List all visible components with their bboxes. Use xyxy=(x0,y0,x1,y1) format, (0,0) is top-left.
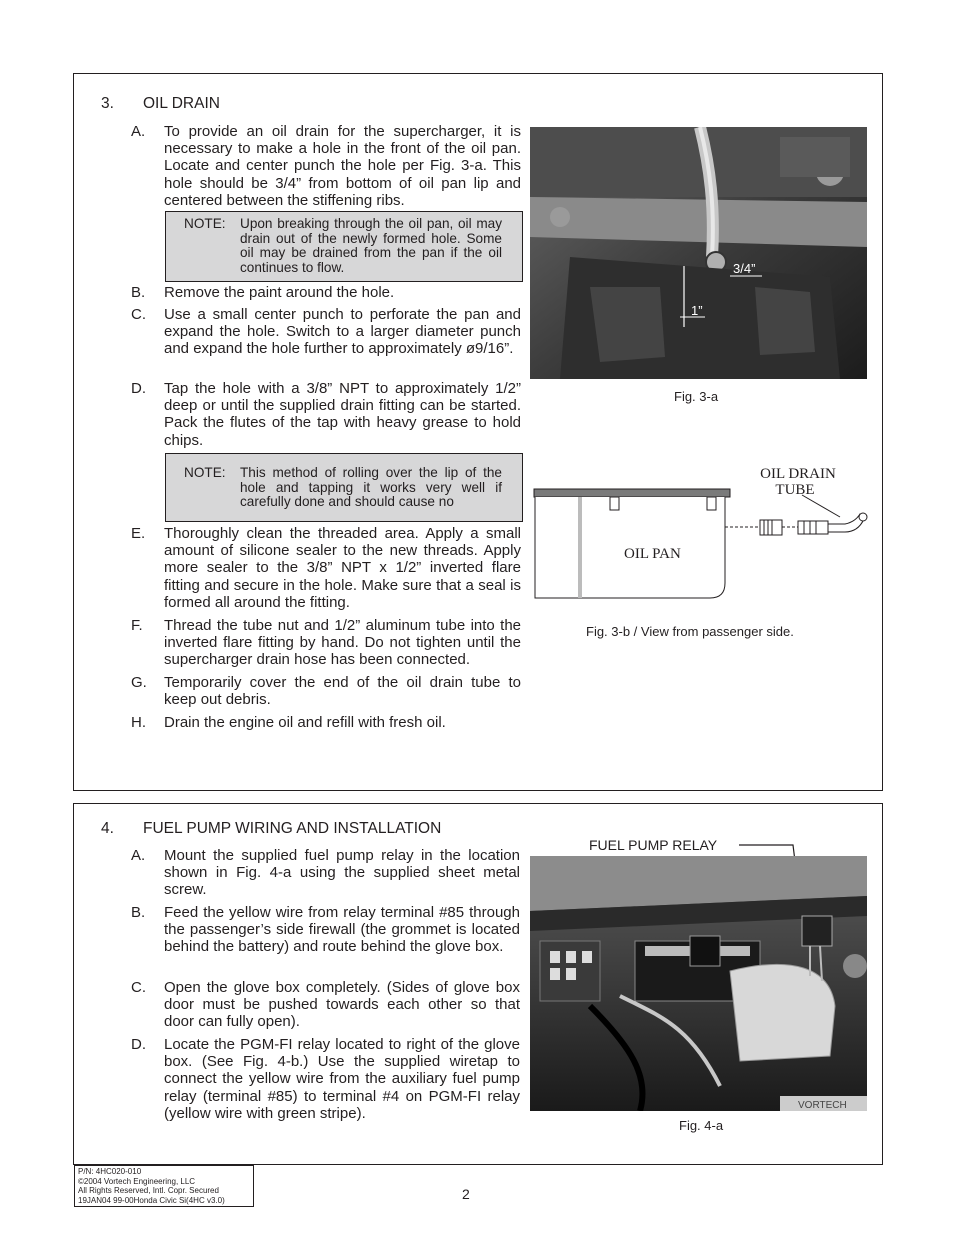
step-letter: D. xyxy=(131,380,146,397)
step-text: Use a small center punch to perforate the pan and expand the hole. Switch to a larger diameter punch and expand the hole further to approximately ø9/16”. xyxy=(164,306,521,358)
step-text: Thread the tube nut and 1/2” aluminum tube into the inverted flare fitting by hand. Do not tighten until the supercharger drain hose has been connected. xyxy=(164,617,521,669)
step-letter: C. xyxy=(131,306,146,323)
oil-drain-tube-label-line2: TUBE xyxy=(775,482,815,498)
fig-3b-caption: Fig. 3-b / View from passenger side. xyxy=(586,624,794,639)
fig-4a-engine-bay-photo xyxy=(530,856,867,1111)
step-letter: B. xyxy=(131,904,146,921)
page-number: 2 xyxy=(462,1186,470,1202)
note-label: NOTE: xyxy=(184,465,226,480)
section-number: 3. xyxy=(101,95,114,112)
vortech-stamp-text: VORTECH xyxy=(798,1100,847,1111)
footer-line-part-number: P/N: 4HC020-010 xyxy=(78,1167,142,1176)
step-letter: G. xyxy=(131,674,147,691)
fuel-pump-relay-callout: FUEL PUMP RELAY xyxy=(589,837,718,853)
step-text: Open the glove box completely. (Sides of glove box door must be pushed towards each other so that door can fully open). xyxy=(164,979,520,1031)
oil-pan-label: OIL PAN xyxy=(624,546,681,562)
step-text: Mount the supplied fuel pump relay in the location shown in Fig. 4-a using the supplied sheet metal screw. xyxy=(164,847,520,899)
section-number: 4. xyxy=(101,820,114,837)
note-text: Upon breaking through the oil pan, oil may drain out of the newly formed hole. Some oil may be drained from the pan if the oil continues to flow. xyxy=(240,216,502,275)
step-text: Drain the engine oil and refill with fresh oil. xyxy=(164,714,446,731)
step-text: Tap the hole with a 3/8” NPT to approximately 1/2” deep or until the supplied drain fitting can be started. Pack the flutes of the tap with heavy grease to hold chips. xyxy=(164,380,521,449)
step-text: Locate the PGM-FI relay located to right of the glove box. (See Fig. 4-b.) Use the supplied wiretap to connect the yellow wire from the auxiliary fuel pump relay (terminal #85) to terminal #4 on PGM-FI relay (yellow wire with green stripe). xyxy=(164,1036,520,1122)
section-title: FUEL PUMP WIRING AND INSTALLATION xyxy=(143,820,442,837)
section-title: OIL DRAIN xyxy=(143,95,220,112)
step-letter: F. xyxy=(131,617,143,634)
oil-pan-photo-graphic xyxy=(530,127,867,379)
note-box-2 xyxy=(165,453,523,522)
engine-bay-photo-graphic xyxy=(530,856,867,1111)
fig-3a-oil-pan-photo xyxy=(530,127,867,379)
fig-3a-caption: Fig. 3-a xyxy=(674,389,719,404)
fig-3b-diagram xyxy=(530,462,870,604)
step-text: Temporarily cover the end of the oil drain tube to keep out debris. xyxy=(164,674,521,709)
step-letter: C. xyxy=(131,979,146,996)
step-text: Thoroughly clean the threaded area. Apply a small amount of silicone sealer to the new threads. Apply more sealer to the 3/8” NPT x 1/2” inverted flare fitting and secure in the hole. Make sure that a seal is formed all around the fitting. xyxy=(164,525,521,611)
step-letter: B. xyxy=(131,284,146,301)
footer-part-info xyxy=(74,1165,254,1207)
note-label: NOTE: xyxy=(184,216,226,231)
note-box-1 xyxy=(165,211,523,282)
footer-line-copyright: ©2004 Vortech Engineering, LLC xyxy=(78,1176,196,1186)
note-text: This method of rolling over the lip of the hole and tapping it works very well if carefully done and should cause no xyxy=(240,465,502,510)
fig-4a-caption: Fig. 4-a xyxy=(679,1118,724,1133)
step-text: Remove the paint around the hole. xyxy=(164,284,395,301)
step-letter: D. xyxy=(131,1036,146,1053)
oil-drain-tube-diagram xyxy=(530,462,870,604)
step-letter: H. xyxy=(131,714,146,731)
oil-drain-tube-label-line1: OIL DRAIN xyxy=(760,466,836,482)
step-text: Feed the yellow wire from relay terminal #85 through the passenger’s side firewall (the grommet is located behind the battery) and route behind the glove box. xyxy=(164,904,520,956)
footer-line-version: 19JAN04 99-00Honda Civic Si(4HC v3.0) xyxy=(78,1195,225,1205)
dimension-label-3-4: 3/4” xyxy=(733,261,756,276)
step-letter: E. xyxy=(131,525,146,542)
footer-line-rights: All Rights Reserved, Intl. Copr. Secured xyxy=(78,1186,219,1196)
step-text: To provide an oil drain for the supercharger, it is necessary to make a hole in the front of the oil pan. Locate and center punch the hole per Fig. 3-a. This hole should be 3/4” from bottom of oil pan lip and centered between the stiffening ribs. xyxy=(164,123,521,209)
step-letter: A. xyxy=(131,123,146,140)
step-letter: A. xyxy=(131,847,146,864)
dimension-label-1: 1” xyxy=(691,303,703,318)
